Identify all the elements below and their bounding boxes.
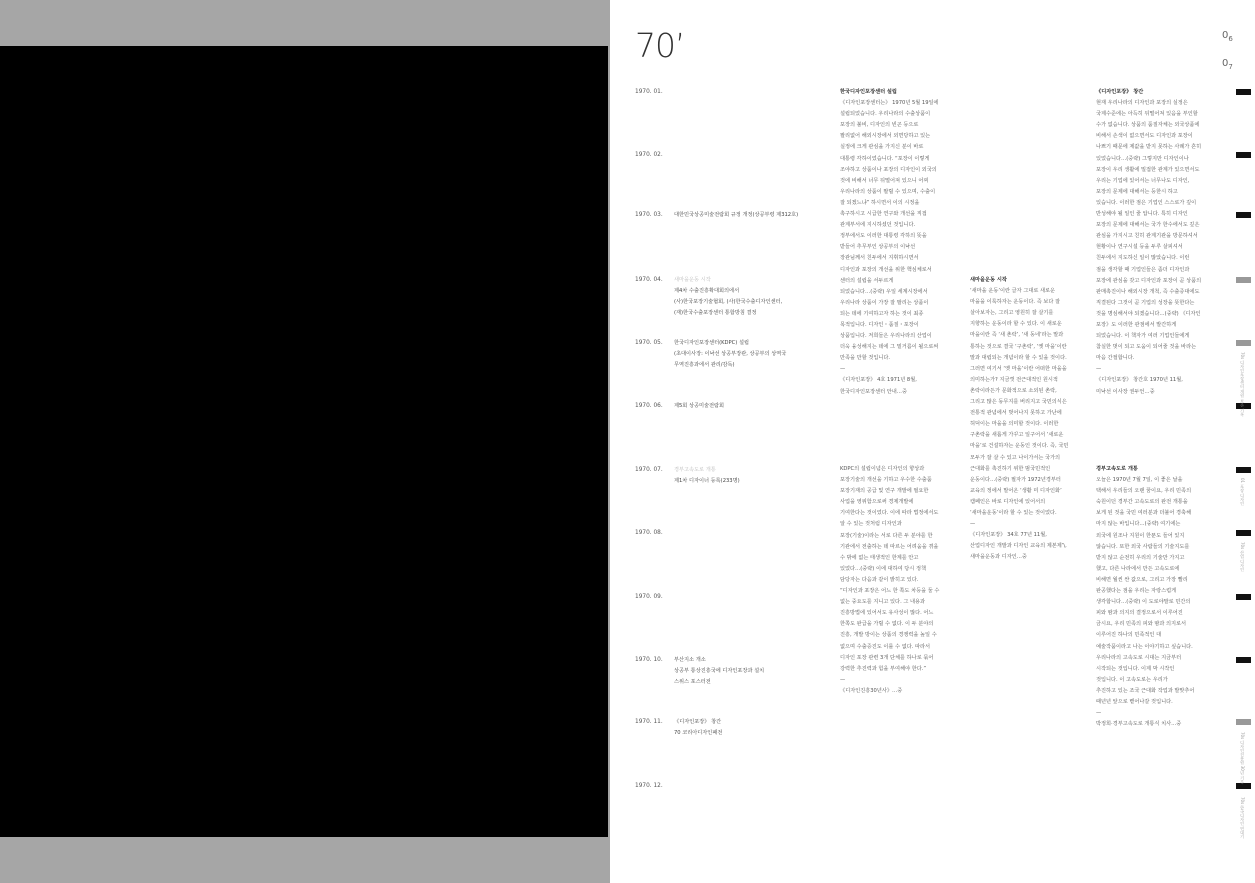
text-line: 그리고 많은 동무지를 버리지고 국민의식은 (970, 399, 1067, 406)
text-line: 않습니다. 또한 외국 사람들의 기술지도를 (1096, 543, 1190, 550)
event-1970-10 (674, 655, 844, 688)
text-line: 있습니다. 이러한 점은 기업인 스스로가 깊이 (1096, 199, 1197, 206)
text-line: 했고, 다른 나라에서 만든 고속도로에 (1096, 565, 1180, 572)
text-line: 포장이 우리 생활에 밀접한 관계가 있으면서도 (1096, 166, 1200, 173)
year-1970-12: 1970. 12. (635, 783, 663, 789)
text-line: 친두에서 지도하신 일이 많았습니다. 이런 (1096, 255, 1190, 262)
text-line: KDPC의 설립이념은 디자인의 향상과 (840, 466, 925, 472)
text-line: 진흥, 개발 방이는 상품의 경쟁력을 높일 수 (840, 632, 937, 639)
column-heading: 《디자인포장》 창간 (1096, 89, 1144, 95)
event-line: 한국디자인포장센터(KDPC) 설립 (674, 340, 749, 346)
text-line: 미낙선 이사장 권두언…중 (1096, 388, 1155, 395)
text-line: 예술작품이라고 나는 이야기하고 싶습니다. (1096, 643, 1193, 650)
text-line: — (840, 676, 846, 683)
text-line: 현재 우리나라의 디자인과 포장의 실정은 (1096, 100, 1188, 107)
margin-label: 70s 산업 디자인 (1240, 542, 1245, 572)
margin-marker (1236, 89, 1251, 95)
text-line: 직결된다 그것이 곧 기업의 성장을 뜻한다는 (1096, 299, 1195, 306)
text-line: 모두가 잘 살 수 있고 나이가서는 국가의 (970, 454, 1061, 461)
text-line: 대통령 각하이었습니다. “포장이 이렇게 (840, 155, 930, 162)
text-line: 관계부서에 지시하셨던 것입니다. (840, 222, 916, 229)
event-line: 제1차 디자이너 등록(233명) (674, 478, 740, 484)
text-line: 포장기재의 공급 및 연구 개발에 필요한 (840, 488, 929, 495)
column-kdpc-founding (840, 87, 976, 398)
text-line: 마을이란 즉 ‘새 촌락’, ‘새 동네’라는 말과 (970, 332, 1064, 339)
margin-marker (1236, 212, 1251, 218)
text-line: 마지 않는 바입니다…(중략) 여기에는 (1096, 521, 1181, 528)
event-line: 70 코리아디자인패전 (674, 730, 723, 736)
column-saemaul (970, 275, 1100, 563)
event-1970-06 (674, 401, 844, 412)
text-line: 담당자는 다음과 같이 밝히고 있다. (840, 576, 919, 583)
text-line: 디자인과 포장의 개선을 위한 핵심체로서 (840, 266, 932, 273)
text-line: 살아보자는, 그리고 영원히 잘 살기를 (970, 310, 1054, 317)
text-line: 되었습니다…(중략) 우일 세계시장에서 (840, 288, 928, 295)
text-line: 현황이나 연구시설 등을 두루 살피셔서 (1096, 244, 1183, 251)
text-line: 의미하는가? 지금껏 전근대적인 원시적 (970, 376, 1058, 383)
margin-marker (1236, 657, 1251, 663)
year-1970-07: 1970. 07. (635, 467, 663, 473)
text-line: 것을 명심해서야 되겠습니다…(중략) 《디자인 (1096, 310, 1201, 317)
text-line: 구촌락을 새롭게 가꾸고 일구어서 ‘새로운 (970, 432, 1064, 439)
text-line: 기여한다는 것이었다. 이에 따라 법정에서도 (840, 510, 939, 517)
event-1970-11 (674, 717, 844, 739)
column-expressway (1096, 464, 1234, 730)
text-line: 없는 중요도를 지니고 있다. 그 내용과 (840, 599, 926, 606)
year-1970-02: 1970. 02. (635, 152, 663, 158)
text-line: 전통적 관념에서 벗어나지 못하고 가난에 (970, 410, 1062, 417)
margin-marker (1236, 719, 1251, 725)
text-line: 점을 생각할 때 기업인들은 좀더 디자인과 (1096, 266, 1190, 273)
event-line: 《디자인포장》 창간 (674, 719, 722, 725)
text-line: 목적입니다. 디자인・품질・포장이 (840, 321, 919, 328)
text-line: 포장에 관심을 갖고 디자인과 포장이 곧 상품의 (1096, 277, 1202, 284)
column-heading: 새마을운동 시작 (970, 277, 1007, 283)
text-line: 우리는 기업에 있어서는 너무나도 디자인, (1096, 177, 1190, 184)
text-line: 《디자인포장》 창간호 1970년 11월, (1096, 377, 1183, 384)
year-1970-08: 1970. 08. (635, 530, 663, 536)
text-line: 그러면 여기서 ‘옛 마을’이란 어떠한 마을을 (970, 365, 1067, 372)
text-line: 우리나라의 상품이 팔릴 수 있으며, 수출이 (840, 188, 936, 195)
text-line: 한국디자인포장센터 안내…중 (840, 388, 907, 395)
event-line: 무역진흥과에서 관리/감독) (674, 362, 735, 368)
text-line: 이루어진 하나의 민족적인 대 (1096, 632, 1162, 639)
text-line: 반성해야 될 일인 줄 압니다. 특히 디자인 (1096, 211, 1188, 218)
event-line: 새마을운동 시작 (674, 277, 711, 283)
text-line: ‘새마을 운동’이란 글자 그대로 새로운 (970, 288, 1056, 295)
text-line: 숙원이던 경부간 고속도로의 완전 개통을 (1096, 499, 1188, 506)
text-line: 포장의 문제에 대해서는 국가 한수에서도 깊은 (1096, 222, 1200, 229)
text-line: 운동이다…(중략) 필자가 1972년경부터 (970, 476, 1061, 483)
event-1970-05 (674, 338, 844, 371)
text-line: 참실한 벗이 되고 도움이 되어줄 것을 바라는 (1096, 344, 1197, 351)
text-line: 것에 비해서 너무 뒤떨어져 있으니 어찌 (840, 177, 929, 184)
text-line: 포장기술의 개선을 기하고 우수한 수출품 (840, 477, 932, 484)
text-line: 지향하는 운동이라 할 수 있다. 이 새로운 (970, 321, 1062, 328)
text-line: 수가 없습니다. 상품의 품질자체는 외국상품에 (1096, 122, 1200, 129)
text-line: 피와 땀과 의지의 결정으로서 이루어진 (1096, 610, 1183, 617)
text-line: 디자인 포장 관련 3개 단체를 하나로 묶어 (840, 654, 934, 661)
year-1970-04: 1970. 04. (635, 277, 663, 283)
text-line: 상품입니다. 저희들은 우리나라의 산업이 (840, 333, 932, 340)
text-line: 비해면 월씬 싼 값으로, 그리고 가장 빨리 (1096, 576, 1188, 583)
text-line: 마음 간절합니다. (1096, 355, 1135, 362)
text-line: 팔리없어 해외시장에서 외면당하고 있는 (840, 133, 931, 140)
text-line: 근대화를 촉진하기 위한 범국민적인 (970, 465, 1051, 472)
margin-marker (1236, 340, 1251, 346)
margin-label: 70s 디자인진흥원 30년 기록 (1240, 732, 1245, 785)
text-line: 받들어 추무부인 상공부의 이낙선 (840, 244, 916, 251)
page-title: 70’ (635, 26, 685, 65)
margin-marker (1236, 277, 1251, 283)
text-line: 《디자인포장센터는》 1970년 5월 19일에 (840, 100, 939, 107)
margin-marker (1236, 152, 1251, 158)
text-line: 보게 된 것을 국민 여러분과 더불어 경축해 (1096, 510, 1192, 517)
text-line: 촉구하시고 시급한 연구와 개선을 직접 (840, 211, 927, 218)
text-line: 산업디자인 개발과 디자인 교육의 제본제’\, (970, 543, 1067, 550)
document-page (610, 0, 1255, 883)
year-1970-01: 1970. 01. (635, 89, 663, 95)
text-line: 포장의 문제에 대해서는 등한시 하고 (1096, 188, 1178, 195)
event-line: 부산지소 개소 (674, 657, 706, 663)
page-number-left-main: 0 (1222, 30, 1229, 41)
margin-label: 70s 한국디자인 연대기 (1240, 797, 1245, 839)
event-line: 스위스 포스터전 (674, 679, 711, 685)
page-number-right-main: 0 (1222, 58, 1229, 69)
text-line: — (1096, 710, 1102, 717)
text-line: 나쁘기 때문에 제값을 받지 못하는 사례가 흔히 (1096, 144, 1202, 151)
text-line: 포장(기술)이라는 서로 다른 두 분야를 한 (840, 532, 933, 539)
text-line: 생각합니다…(중략) 이 도로야말로 민간의 (1096, 599, 1191, 606)
column-heading: 한국디자인포장센터 설립 (840, 89, 897, 95)
text-line: “디자인과 포장은 어느 한 쪽도 차등을 둘 수 (840, 588, 940, 595)
page-number-left-sub: 6 (1228, 35, 1233, 43)
text-line: 없으며 수출증진도 이룰 수 없다. 따라서 (840, 643, 931, 650)
text-line: 판매촉진이나 해외시장 개척, 즉 수출증대에도 (1096, 288, 1200, 295)
year-1970-11: 1970. 11. (635, 719, 663, 725)
text-line: 비해서 손색이 없으면서도 디자인과 포장이 (1096, 133, 1193, 140)
text-line: 《디자인포장》 4호 1971년 8월, (840, 377, 917, 384)
text-line: 허덕이는 마을을 의미할 것이다. 이러한 (970, 421, 1059, 428)
text-line: 알 수 있는 것처럼 디자인과 (840, 521, 902, 528)
text-line: 진흥방법에 있어서도 유사성이 많다. 어느 (840, 610, 934, 617)
event-line: (재)한국수출포장센터 통합방침 결정 (674, 310, 757, 316)
text-line: 장관님께서 친두에서 지휘하시면서 (840, 255, 919, 262)
event-1970-04 (674, 275, 844, 319)
text-line: 수 밖에 없는 태생적인 한계를 안고 (840, 554, 919, 561)
text-line: 포장의 불비, 디자인의 빈곤 등으로 (840, 122, 919, 129)
text-line: 《디자인포장》 34호 77년 11월, (970, 532, 1047, 539)
text-line: 있었습니다…(중략) 그렇지만 디자인이나 (1096, 155, 1189, 162)
text-line: 받지 않고 순전히 우리의 기술만 가지고 (1096, 554, 1185, 561)
text-line: 센터의 설립을 서두르게 (840, 277, 894, 284)
text-line: — (970, 521, 976, 528)
left-blank-page (0, 46, 608, 837)
text-line: 완공했다는 점을 우리는 자랑스럽게 (1096, 588, 1177, 595)
event-line: 경부고속도로 개통 (674, 467, 716, 473)
text-line: 추진하고 있는 조국 근대화 작업과 발맞추어 (1096, 687, 1195, 694)
text-line: 우리나라 상품이 가장 잘 팔리는 상품이 (840, 299, 929, 306)
text-line: 박정희·경부고속도로 개통식 치사…중 (1096, 721, 1182, 728)
text-line: 때년년 앞으로 뻗어나갈 것입니다. (1096, 698, 1173, 705)
text-line: 만족을 만할 것입니다. (840, 355, 891, 362)
column-kdpc-ideology (840, 464, 976, 697)
text-line: 오늘은 1970년 7월 7일, 이 좋은 날을 (1096, 477, 1183, 484)
text-line: 되는 데에 기여하고자 하는 것이 최종 (840, 310, 924, 317)
year-1970-05: 1970. 05. (635, 340, 663, 346)
event-line: (사)한국포장기술협회, (사)한국수출디자인센터, (674, 299, 783, 305)
text-line: 있었다…(중략) 이에 대하여 당시 정책 (840, 565, 926, 572)
year-1970-03: 1970. 03. (635, 212, 663, 218)
event-line: 제5회 상공미술전람회 (674, 403, 725, 409)
text-line: 새마을운동과 디자인…중 (970, 554, 1027, 561)
event-1970-07 (674, 465, 844, 487)
text-line: 관심을 가지시고 친히 관계기관을 방문하셔서 (1096, 233, 1198, 240)
text-line: 교육의 정에서 말어온 ‘생활 미 디자인화’ (970, 487, 1062, 494)
text-line: 국제수준에는 아득히 뒤떨어져 있음을 부인할 (1096, 111, 1198, 118)
text-line: 우리나라의 고속도로 시대는 지금부터 (1096, 654, 1182, 661)
text-line: 더욱 융성해지는 데에 그 밑거름이 될으로써 (840, 344, 939, 351)
page-number-left (1222, 30, 1233, 43)
text-line: 금시요, 우리 민족의 피와 땀과 의지로서 (1096, 621, 1187, 628)
event-line: 상공부 통상진흥국에 디자인포장과 설치 (674, 668, 765, 674)
year-1970-09: 1970. 09. (635, 594, 663, 600)
text-line: 기관에서 전출하는 데 따르는 어려움을 겪을 (840, 543, 939, 550)
text-line: 캠페인은 바로 디자인에 있어서의 (970, 498, 1046, 505)
margin-label: 70s 디자인포장센터 개원 보존 기록 (1240, 352, 1245, 417)
text-line: 설립되었습니다. 우리나라의 수출상품이 (840, 111, 931, 118)
text-line: 정부에서도 이러한 대통령 각하의 뜻을 (840, 233, 927, 240)
text-line: 잘 되겠느냐” 하시면서 이의 시정을 (840, 199, 920, 206)
text-line: 택해서 우리들의 오랜 꿈이요, 우리 민족의 (1096, 488, 1192, 495)
text-line: 조야하고 상품이나 포장의 디자인이 외국의 (840, 166, 937, 173)
margin-marker (1236, 594, 1251, 600)
event-line: 대한민국상공미술전람회 규정 개정(상공부령 제312호) (674, 212, 799, 218)
text-line: 마을’로 건설하자는 운동인 것이다. 즉, 국민 (970, 443, 1069, 450)
text-line: — (1096, 366, 1102, 373)
text-line: 강력한 추진력과 힘을 부여해야 한다.” (840, 665, 927, 672)
text-line: 것입니다. 이 고속도로는 우리가 (1096, 676, 1168, 683)
event-1970-03 (674, 210, 844, 221)
year-1970-06: 1970. 06. (635, 403, 663, 409)
year-1970-10: 1970. 10. (635, 657, 663, 663)
margin-label: 01 포장 디자인 (1240, 478, 1245, 506)
page-number-right-sub: 7 (1228, 63, 1233, 71)
text-line: — (840, 366, 846, 373)
text-line: 말과 대립되는 개념이라 할 수 있을 것이다. (970, 354, 1067, 361)
event-line: (초대이사장: 이낙선 상공부장관, 상공부의 상역국 (674, 351, 787, 357)
text-line: 사업을 영위함으로써 경제개발에 (840, 499, 914, 506)
text-line: 통하는 것으로 결국 ‘구촌락’, ‘옛 마을’이란 (970, 343, 1067, 350)
column-magazine-launch (1096, 87, 1234, 398)
text-line: 포장》도 이러한 관점에서 발간하게 (1096, 321, 1177, 328)
margin-marker (1236, 530, 1251, 536)
event-line: 제4차 수출진흥확대회의에서 (674, 288, 740, 294)
page-number-right (1222, 58, 1233, 71)
text-line: 시작되는 것입니다. 이제 막 시작인 (1096, 665, 1175, 672)
text-line: 《디자인진흥30년사》…중 (840, 687, 903, 694)
text-line: 외국에 원조나 지원이 한푼도 들어 있지 (1096, 532, 1185, 539)
margin-marker (1236, 467, 1251, 473)
column-heading: 경부고속도로 개통 (1096, 466, 1138, 472)
text-line: 한쪽도 완급을 가릴 수 없다. 이 두 분야의 (840, 621, 934, 628)
text-line: 촌락이라든가 문화적으로 소외된 촌락, (970, 387, 1057, 394)
text-line: ‘새마을운동’이라 할 수 있는 것이었다. (970, 509, 1057, 516)
text-line: 실정에 크게 관심을 가지신 분이 바로 (840, 144, 924, 151)
text-line: 마을을 이룩하자는 운동이다. 즉 보다 잘 (970, 299, 1061, 306)
text-line: 되었습니다. 이 책자가 여러 기업인들에게 (1096, 333, 1190, 340)
